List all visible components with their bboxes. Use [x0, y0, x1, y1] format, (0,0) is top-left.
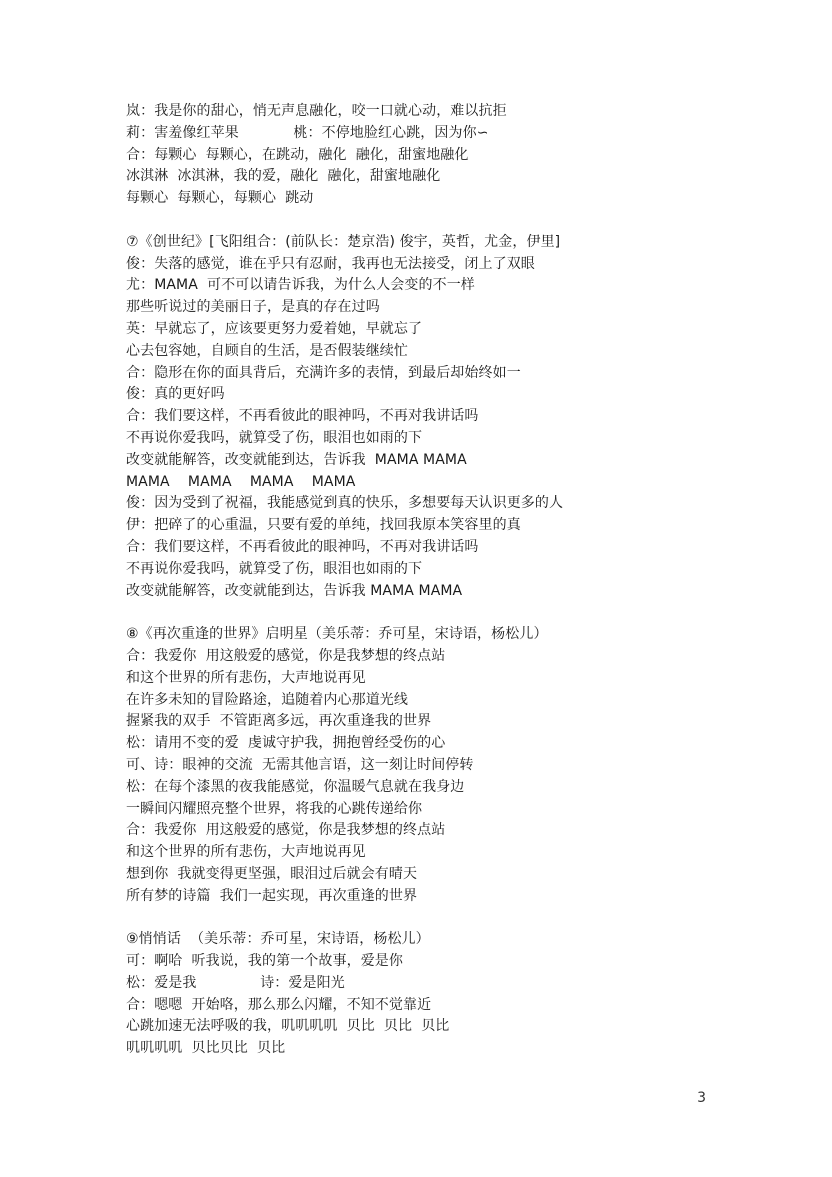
lyric-line: 叽叽叽叽 贝比贝比 贝比 — [126, 1040, 286, 1057]
lyric-line: 合：嗯嗯 开始咯，那么那么闪耀，不知不觉靠近 — [126, 996, 432, 1013]
lyrics-body — [126, 101, 686, 1082]
lyric-line: 松：在每个漆黑的夜我能感觉，你温暖气息就在我身边 — [126, 778, 465, 795]
lyric-line: 合：我们要这样，不再看彼此的眼神吗，不再对我讲话吗 — [126, 408, 479, 425]
lyric-line: 所有梦的诗篇 我们一起实现，再次重逢的世界 — [126, 887, 418, 904]
lyric-line: 改变就能解答，改变就能到达，告诉我 MAMA MAMA — [126, 451, 467, 468]
lyric-line: ⑨悄悄话 （美乐蒂：乔可星，宋诗语，杨松儿） — [126, 931, 430, 948]
lyric-line: 合：我们要这样，不再看彼此的眼神吗，不再对我讲话吗 — [126, 538, 479, 555]
lyric-line: 想到你 我就变得更坚强，眼泪过后就会有晴天 — [126, 865, 418, 882]
lyric-line: 和这个世界的所有悲伤，大声地说再见 — [126, 844, 366, 861]
lyric-line: 合：我爱你 用这般爱的感觉，你是我梦想的终点站 — [126, 647, 446, 664]
lyric-line: 握紧我的双手 不管距离多远，再次重逢我的世界 — [126, 713, 432, 730]
lyric-line: 合：隐形在你的面具背后，充满许多的表情，到最后却始终如一 — [126, 364, 521, 381]
lyric-line: 每颗心 每颗心，每颗心 跳动 — [126, 190, 314, 207]
lyric-line: 不再说你爱我吗，就算受了伤，眼泪也如雨的下 — [126, 429, 423, 446]
lyric-line: MAMA MAMA MAMA MAMA — [126, 473, 356, 490]
lyric-line: 不再说你爱我吗，就算受了伤，眼泪也如雨的下 — [126, 560, 423, 577]
lyric-line: 俊：失落的感觉，谁在乎只有忍耐，我再也无法接受，闭上了双眼 — [126, 255, 535, 272]
lyric-line: 合：每颗心 每颗心，在跳动，融化 融化，甜蜜地融化 — [126, 146, 469, 163]
lyric-line: ⑦《创世纪》[飞阳组合：(前队长：楚京浩) 俊宇，英哲，尤金，伊里] — [126, 233, 561, 250]
lyric-line: 松：请用不变的爱 虔诚守护我，拥抱曾经受伤的心 — [126, 735, 446, 752]
lyric-line: 岚：我是你的甜心，悄无声息融化，咬一口就心动，难以抗拒 — [126, 103, 507, 119]
lyrics-block — [126, 929, 686, 1060]
lyric-line: 英：早就忘了，应该要更努力爱着她，早就忘了 — [126, 320, 423, 337]
lyric-line: 俊：真的更好吗 — [126, 386, 225, 403]
lyric-line: 松：爱是我 诗：爱是阳光 — [126, 974, 345, 991]
lyric-line: 冰淇淋 冰淇淋，我的爱，融化 融化，甜蜜地融化 — [126, 168, 441, 185]
lyric-line: 一瞬间闪耀照亮整个世界，将我的心跳传递给你 — [126, 800, 423, 817]
lyric-line: 可：啊哈 听我说，我的第一个故事，爱是你 — [126, 953, 403, 970]
lyric-line: 莉：害羞像红苹果 桃：不停地脸红心跳，因为你∽ — [126, 124, 489, 141]
page-number: 3 — [697, 1090, 706, 1106]
lyric-line: 在许多未知的冒险路途，追随着内心那道光线 — [126, 691, 408, 708]
lyric-line: 心去包容她，自顾自的生活，是否假装继续忙 — [126, 342, 408, 359]
lyric-line: 和这个世界的所有悲伤，大声地说再见 — [126, 669, 366, 686]
lyric-line: ⑧《再次重逢的世界》启明星（美乐蒂：乔可星，宋诗语，杨松儿） — [126, 626, 548, 643]
lyrics-block — [126, 624, 686, 907]
lyric-line: 可、诗：眼神的交流 无需其他言语，这一刻让时间停转 — [126, 756, 474, 773]
lyric-line: 合：我爱你 用这般爱的感觉，你是我梦想的终点站 — [126, 822, 446, 839]
lyric-line: 尤：MAMA 可不可以请告诉我，为什么人会变的不一样 — [126, 277, 475, 294]
lyric-line: 俊：因为受到了祝福，我能感觉到真的快乐，多想要每天认识更多的人 — [126, 495, 564, 512]
lyric-line: 改变就能解答，改变就能到达，告诉我 MAMA MAMA — [126, 582, 463, 599]
lyric-line: 伊：把碎了的心重温，只要有爱的单纯，找回我原本笑容里的真 — [126, 517, 521, 534]
lyrics-block — [126, 232, 686, 603]
lyric-line: 心跳加速无法呼吸的我，叽叽叽叽 贝比 贝比 贝比 — [126, 1018, 450, 1035]
lyrics-block — [126, 101, 686, 210]
lyric-line: 那些听说过的美丽日子，是真的存在过吗 — [126, 299, 380, 316]
